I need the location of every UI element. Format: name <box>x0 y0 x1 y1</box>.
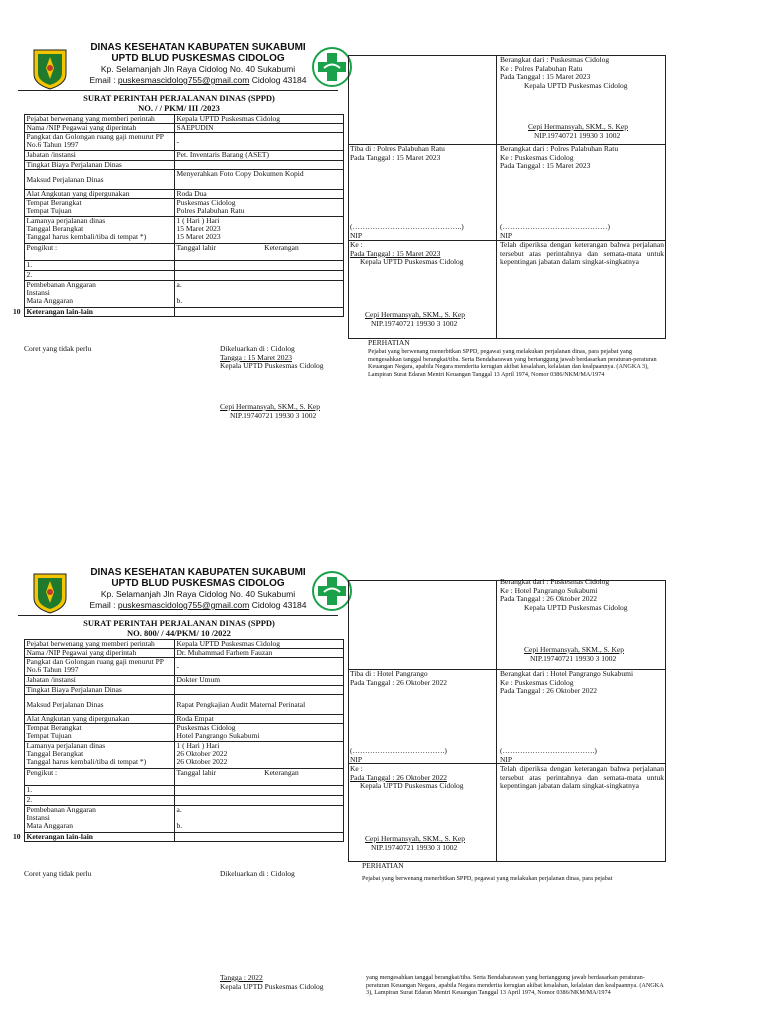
verification-note: Telah diperiksa dengan keterangan bahwa perjalanan tersebut atas perintahnya dan semata-mata untuk kepentingan jabatan dalam singkat-singkatnya <box>500 764 664 790</box>
issued-place: Dikeluarkan di : Cidolog <box>220 869 295 878</box>
row-number: 10 <box>13 306 21 316</box>
row-value: Dokter Umum <box>174 676 344 686</box>
departure-1-signature <box>528 123 628 140</box>
row-label: Tingkat Biaya Perjalanan Dinas <box>24 161 174 170</box>
arrival-2-sign <box>350 747 447 764</box>
row-value: Menyerahkan Foto Copy Dokumen Kopid <box>174 170 344 190</box>
row-label: Jabatan /instansi <box>24 676 174 686</box>
arrive-date: Pada Tanggal : 26 Oktober 2022 <box>350 677 448 687</box>
letter-number: NO. 800/ / 44/PKM/ 10 /2022 <box>127 628 231 638</box>
row-value <box>174 806 344 833</box>
row-value <box>174 308 344 317</box>
row-label: Pejabat berwenang yang memberi perintah <box>24 115 174 124</box>
issued-block <box>220 974 324 991</box>
nip-label: NIP <box>350 230 363 240</box>
perhatian-title: PERHATIAN <box>362 861 404 870</box>
signature-blank: (……………………………………..) <box>350 222 464 231</box>
issuer-nip: NIP.19740721 19930 3 1002 <box>230 410 317 420</box>
value-line: 26 Oktober 2022 <box>176 749 228 758</box>
arrive-date: Pada Tanggal : 15 Maret 2023 <box>350 248 441 258</box>
verification-note: Telah diperiksa dengan keterangan bahwa perjalanan tersebut atas perintahnya dan semata-mata untuk kepentingan jabatan dalam singkat-singkatnya <box>500 240 664 266</box>
note-header: Keterangan <box>264 768 299 777</box>
issuer-title: Kepala UPTD Puskesmas Cidolog <box>220 981 324 991</box>
arrive-at: Tiba di : Hotel Pangrango <box>350 669 428 678</box>
departure-2 <box>500 145 618 171</box>
row-label <box>24 217 174 244</box>
row-label: Pejabat berwenang yang memberi perintah <box>24 640 174 649</box>
sppd-copy-2 <box>0 512 768 1024</box>
row-value: Kepala UPTD Puskesmas Cidolog <box>174 115 344 124</box>
perhatian-text: Pejabat yang berwenang menerbitkan SPPD, pegawai yang melakukan perjalanan dinas, para pejabat <box>362 875 613 882</box>
form-title <box>20 93 338 113</box>
value-line: Puskesmas Cidolog <box>176 723 236 732</box>
departure-2 <box>500 670 633 696</box>
departure-1-signature <box>524 646 624 663</box>
signature-blank: (……………………………………) <box>500 222 610 231</box>
value-line: Polres Palabuhan Ratu <box>176 206 245 215</box>
label-line: Tanggal harus kembali/tiba di tempat *) <box>26 232 147 241</box>
row-label: Nama /NIP Pegawai yang diperintah <box>24 124 174 133</box>
signer-name: Cepi Hermansyah, SKM., S. Kep <box>365 310 465 319</box>
row-value: Rapat Pengkajian Audit Maternal Perinatal <box>174 695 344 715</box>
dob-header: Tanggal lahir <box>176 243 217 252</box>
arrive-signer-title: Kepala UPTD Puskesmas Cidolog <box>360 781 464 790</box>
depart-from: Berangkat dari : Hotel Pangrango Sukabumi <box>500 669 634 678</box>
signature-blank: (……………………………….) <box>350 746 447 755</box>
issued-date: Tangga : 2022 <box>220 973 263 982</box>
label-line: Tempat Tujuan <box>26 731 72 740</box>
row-value <box>174 261 344 271</box>
signer-name: Cepi Hermansyah, SKM., S. Kep <box>524 645 624 654</box>
arrival-2 <box>350 670 447 687</box>
value-line: 26 Oktober 2022 <box>176 757 228 766</box>
row-label <box>24 806 174 833</box>
email-label: Email : <box>89 75 116 85</box>
arrive-date: Pada Tanggal : 26 Oktober 2022 <box>350 772 448 782</box>
nip-label: NIP <box>350 754 363 764</box>
label-line: Tanggal Berangkat <box>26 224 84 233</box>
arrival-2 <box>350 145 445 162</box>
title-text: SURAT PERINTAH PERJALANAN DINAS (SPPD) <box>83 93 275 103</box>
depart-date: Pada Tanggal : 15 Maret 2023 <box>500 161 591 170</box>
letterhead-line-1: DINAS KESEHATAN KABUPATEN SUKABUMI <box>90 42 306 53</box>
label-line: Mata Anggaran <box>26 821 73 830</box>
grid-vline <box>496 55 497 339</box>
value-line: b. <box>176 296 183 305</box>
arrival-3 <box>350 241 464 267</box>
depart-date: Pada Tanggal : 26 Oktober 2022 <box>500 686 598 695</box>
sukabumi-emblem-icon <box>30 572 70 614</box>
letterhead <box>78 42 318 86</box>
depart-to: Ke : Hotel Pangrango Sukabumi <box>500 585 598 595</box>
depart-date: Pada Tanggal : 15 Maret 2023 <box>500 72 591 81</box>
row-value <box>174 244 344 261</box>
row-label <box>24 742 174 769</box>
label-line: Instansi <box>26 288 50 297</box>
row-value <box>174 742 344 769</box>
label-line: Lamanya perjalanan dinas <box>26 741 106 750</box>
label-line: Lamanya perjalanan dinas <box>26 216 106 225</box>
row-label: Tingkat Biaya Perjalanan Dinas <box>24 686 174 695</box>
row-label: Maksud Perjalanan Dinas <box>24 170 174 190</box>
label-line: Instansi <box>26 813 50 822</box>
row-value: Pet. Inventaris Barang (ASET) <box>174 151 344 161</box>
letterhead-address: Kp. Selamanjah Jln Raya Cidolog No. 40 Sukabumi <box>100 589 296 599</box>
letterhead-line-2: UPTD BLUD PUSKESMAS CIDOLOG <box>111 578 285 589</box>
departure-2-sign <box>500 747 597 764</box>
depart-to: Ke : Puskesmas Cidolog <box>500 152 574 162</box>
value-line: b. <box>176 821 183 830</box>
value-line: Puskesmas Cidolog <box>176 198 236 207</box>
email-link[interactable]: puskesmascidolog755@gmail.com <box>117 75 250 85</box>
value-line: 1 ( Hari ) Hari <box>176 216 220 225</box>
perhatian-continuation: yang mengesahkan tanggal berangkat/tiba. Serta Bendaharawan yang bertanggung jawab berdasarkan peraturan-peraturan Keuangan Negara, apabila Negara menderita kerugian akibat kesalahan, kelalaian dan kealpaannya. (ANGKA 3), Lampiran Surat Edaran Mentri Keuangan Tanggal 13 April 1974, Nomor 0386/NKM/MA/1974 <box>366 974 664 996</box>
value-line: a. <box>176 280 182 289</box>
row-label <box>24 724 174 742</box>
letterhead-email-line <box>78 75 318 86</box>
depart-from: Berangkat dari : Polres Palabuhan Ratu <box>500 144 619 153</box>
issuer-name: Cepi Hermansyah, SKM., S. Kep <box>220 402 320 411</box>
row-label: Pengikut : <box>24 244 174 261</box>
depart-from: Berangkat dari : Puskesmas Cidolog <box>500 55 610 64</box>
letterhead-line-1: DINAS KESEHATAN KABUPATEN SUKABUMI <box>90 567 306 578</box>
puskesmas-cross-icon <box>311 570 353 612</box>
depart-from: Berangkat dari : Puskesmas Cidolog <box>500 577 610 586</box>
email-label: Email : <box>89 600 116 610</box>
letterhead-email-line <box>78 600 318 611</box>
sppd-table <box>10 639 344 842</box>
row-label: Pangkat dan Golongan ruang gaji menurut PP No.6 Tahun 1997 <box>24 133 174 151</box>
arrive-to: Ke : <box>350 764 363 773</box>
row-label: 1. <box>24 261 174 271</box>
row-value <box>174 833 344 842</box>
signer-name: Cepi Hermansyah, SKM., S. Kep <box>365 834 465 843</box>
value-line: a. <box>176 805 182 814</box>
row-label: Maksud Perjalanan Dinas <box>24 695 174 715</box>
depart-date: Pada Tanggal : 26 Oktober 2022 <box>500 594 598 603</box>
row-value <box>174 271 344 281</box>
value-line: 15 Maret 2023 <box>176 224 221 233</box>
signer-name: Cepi Hermansyah, SKM., S. Kep <box>528 122 628 131</box>
note-header: Keterangan <box>264 243 299 252</box>
row-label: Jabatan /instansi <box>24 151 174 161</box>
value-line: Hotel Pangrango Sukabumi <box>176 731 260 740</box>
row-value <box>174 786 344 796</box>
letterhead-address: Kp. Selamanjah Jln Raya Cidolog No. 40 Sukabumi <box>100 64 296 74</box>
arrive-date: Pada Tanggal : 15 Maret 2023 <box>350 152 441 162</box>
depart-to: Ke : Polres Palabuhan Ratu <box>500 63 583 73</box>
email-suffix: Cidolog 43184 <box>251 75 307 85</box>
issued-date: Tangga : 15 Maret 2023 <box>220 352 292 362</box>
depart-signer-title: Kepala UPTD Puskesmas Cidolog <box>524 80 628 90</box>
travel-grid <box>348 55 666 339</box>
coret-note: Coret yang tidak perlu <box>24 869 92 878</box>
label-line: Mata Anggaran <box>26 296 73 305</box>
departure-1 <box>500 56 628 90</box>
label-line: Tempat Berangkat <box>26 198 82 207</box>
sppd-table <box>10 114 344 317</box>
row-value: - <box>174 658 344 676</box>
row-value: Dr. Muhammad Farhem Fauzan <box>174 649 344 658</box>
travel-grid <box>348 577 666 862</box>
nip-label: NIP <box>500 230 513 240</box>
dob-header: Tanggal lahir <box>176 768 217 777</box>
issued-place: Dikeluarkan di : Cidolog <box>220 344 295 353</box>
issued-block <box>220 345 324 371</box>
label-line: Tanggal harus kembali/tiba di tempat *) <box>26 757 147 766</box>
sukabumi-emblem-icon <box>30 48 70 90</box>
label-line: Tanggal Berangkat <box>26 749 84 758</box>
label-line: Tempat Tujuan <box>26 206 72 215</box>
issuer-title: Kepala UPTD Puskesmas Cidolog <box>220 361 324 370</box>
arrival-2-sign <box>350 223 464 240</box>
row-value: SAEPUDIN <box>174 124 344 133</box>
row-value <box>174 199 344 217</box>
letterhead <box>78 567 318 611</box>
row-label: Alat Angkutan yang dipergunakan <box>24 715 174 724</box>
issuer-signature <box>220 403 320 420</box>
row-value <box>174 217 344 244</box>
title-text: SURAT PERINTAH PERJALANAN DINAS (SPPD) <box>83 618 275 628</box>
row-label: 1. <box>24 786 174 796</box>
arrival-3 <box>350 765 464 791</box>
row-value: Roda Empat <box>174 715 344 724</box>
form-title <box>20 618 338 638</box>
row-label: Keterangan lain-lain <box>24 833 174 842</box>
value-line: 15 Maret 2023 <box>176 232 221 241</box>
row-value <box>174 686 344 695</box>
grid-vline <box>496 580 497 862</box>
row-label: 2. <box>24 796 174 806</box>
signer-nip: NIP.19740721 19930 3 1002 <box>530 653 617 663</box>
label-line: Pembebanan Anggaran <box>26 805 96 814</box>
row-value <box>174 724 344 742</box>
row-label: Pangkat dan Golongan ruang gaji menurut PP No.6 Tahun 1997 <box>24 658 174 676</box>
depart-signer-title: Kepala UPTD Puskesmas Cidolog <box>524 602 628 612</box>
row-label <box>24 281 174 308</box>
arrival-3-signature <box>365 835 465 852</box>
letter-number: NO. / / PKM/ III /2023 <box>138 103 220 113</box>
departure-2-sign <box>500 223 610 240</box>
puskesmas-cross-icon <box>311 46 353 88</box>
row-number: 10 <box>13 831 21 841</box>
arrive-signer-title: Kepala UPTD Puskesmas Cidolog <box>360 257 464 266</box>
label-line: Pembebanan Anggaran <box>26 280 96 289</box>
row-value: Kepala UPTD Puskesmas Cidolog <box>174 640 344 649</box>
email-link[interactable]: puskesmascidolog755@gmail.com <box>117 600 250 610</box>
label-line: Tempat Berangkat <box>26 723 82 732</box>
signer-nip: NIP.19740721 19930 3 1002 <box>371 842 458 852</box>
nip-label: NIP <box>500 754 513 764</box>
signer-nip: NIP.19740721 19930 3 1002 <box>371 318 458 328</box>
email-suffix: Cidolog 43184 <box>251 600 307 610</box>
letterhead-line-2: UPTD BLUD PUSKESMAS CIDOLOG <box>111 53 285 64</box>
depart-to: Ke : Puskesmas Cidolog <box>500 677 574 687</box>
row-value <box>174 281 344 308</box>
row-label <box>24 199 174 217</box>
header-rule <box>18 90 338 91</box>
signer-nip: NIP.19740721 19930 3 1002 <box>534 130 621 140</box>
arrive-to: Ke : <box>350 240 363 249</box>
arrival-3-signature <box>365 311 465 328</box>
row-label: 2. <box>24 271 174 281</box>
row-value <box>174 769 344 786</box>
row-value: Roda Dua <box>174 190 344 199</box>
coret-note: Coret yang tidak perlu <box>24 344 92 353</box>
arrive-at: Tiba di : Polres Palabuhan Ratu <box>350 144 445 153</box>
row-value <box>174 796 344 806</box>
row-label: Keterangan lain-lain <box>24 308 174 317</box>
signature-blank: (……………………………….) <box>500 746 597 755</box>
perhatian-text: Pejabat yang berwenang menerbitkan SPPD, pegawai yang melakukan perjalanan dinas, para pejabat yang mengesahkan tanggal berangkat/tiba. Serta Bendaharawan yang bertanggung jawab berdasarkan peraturan-peraturan Keuangan Negara, apabila Negara menderita kerugian akibat kesalahan, kelalaian dan kealpaannya. (ANGKA 3), Lampiran Surat Edaran Mentri Keuangan Tanggal 13 April 1974, Nomor 0386/NKM/MA/1974 <box>368 348 657 378</box>
perhatian-title: PERHATIAN <box>368 338 410 347</box>
value-line: 1 ( Hari ) Hari <box>176 741 220 750</box>
header-rule <box>18 615 338 616</box>
row-label: Pengikut : <box>24 769 174 786</box>
departure-1 <box>500 578 628 612</box>
row-value: - <box>174 133 344 151</box>
row-label: Nama /NIP Pegawai yang diperintah <box>24 649 174 658</box>
row-label: Alat Angkutan yang dipergunakan <box>24 190 174 199</box>
